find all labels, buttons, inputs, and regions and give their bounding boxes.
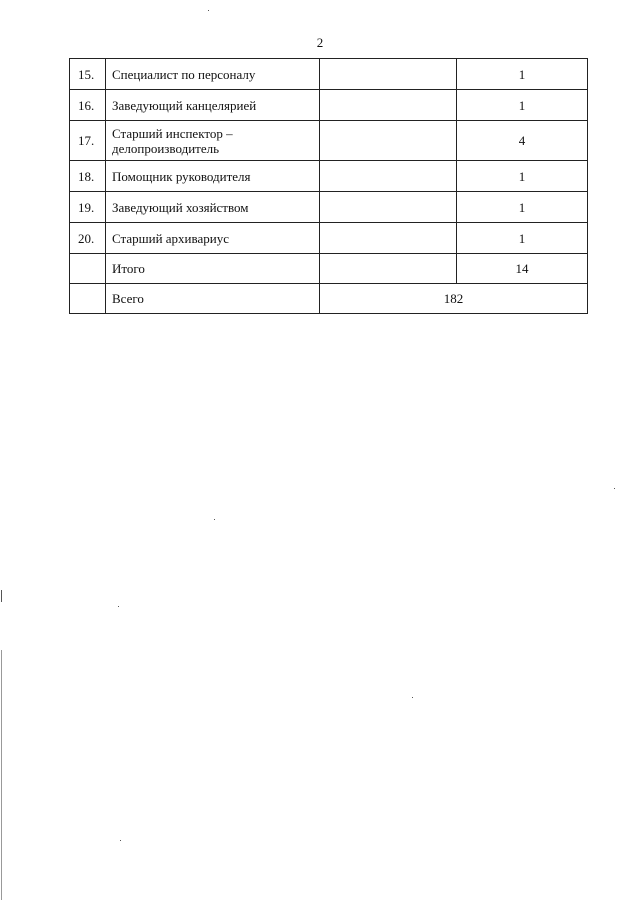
row-number: 16. (70, 90, 106, 121)
page-number: 2 (316, 35, 324, 50)
table-row (70, 223, 588, 254)
grand-total-count: 182 (320, 284, 588, 314)
staff-count: 1 (457, 223, 588, 254)
position-name-line-1: Старший инспектор – (112, 125, 233, 141)
position-name: Помощник руководителя (106, 161, 320, 192)
empty-cell (320, 223, 457, 254)
staff-table (69, 58, 588, 314)
total-row (70, 254, 588, 284)
empty-cell (320, 121, 457, 161)
row-number: 19. (70, 192, 106, 223)
empty-cell (320, 161, 457, 192)
staff-count: 1 (457, 161, 588, 192)
table-row (70, 161, 588, 192)
table-row (70, 90, 588, 121)
row-number: 20. (70, 223, 106, 254)
total-count: 14 (457, 254, 588, 284)
staff-count: 1 (457, 90, 588, 121)
row-number: 17. (70, 121, 106, 161)
empty-cell (320, 90, 457, 121)
position-name: Специалист по персоналу (106, 59, 320, 90)
grand-total-label: Всего (106, 284, 320, 314)
table-row (70, 192, 588, 223)
position-name: Заведующий канцелярией (106, 90, 320, 121)
position-name (106, 121, 320, 161)
table-row (70, 121, 588, 161)
row-number: 15. (70, 59, 106, 90)
table-row (70, 59, 588, 90)
empty-cell (320, 59, 457, 90)
empty-cell (320, 192, 457, 223)
row-number: 18. (70, 161, 106, 192)
staff-count: 4 (457, 121, 588, 161)
position-name: Заведующий хозяйством (106, 192, 320, 223)
position-name: Старший архивариус (106, 223, 320, 254)
empty-cell (320, 254, 457, 284)
position-name-line-2: делопроизводитель (112, 140, 220, 156)
empty-cell (70, 254, 106, 284)
staff-count: 1 (457, 59, 588, 90)
staff-count: 1 (457, 192, 588, 223)
grand-total-row (70, 284, 588, 314)
empty-cell (70, 284, 106, 314)
total-label: Итого (106, 254, 320, 284)
